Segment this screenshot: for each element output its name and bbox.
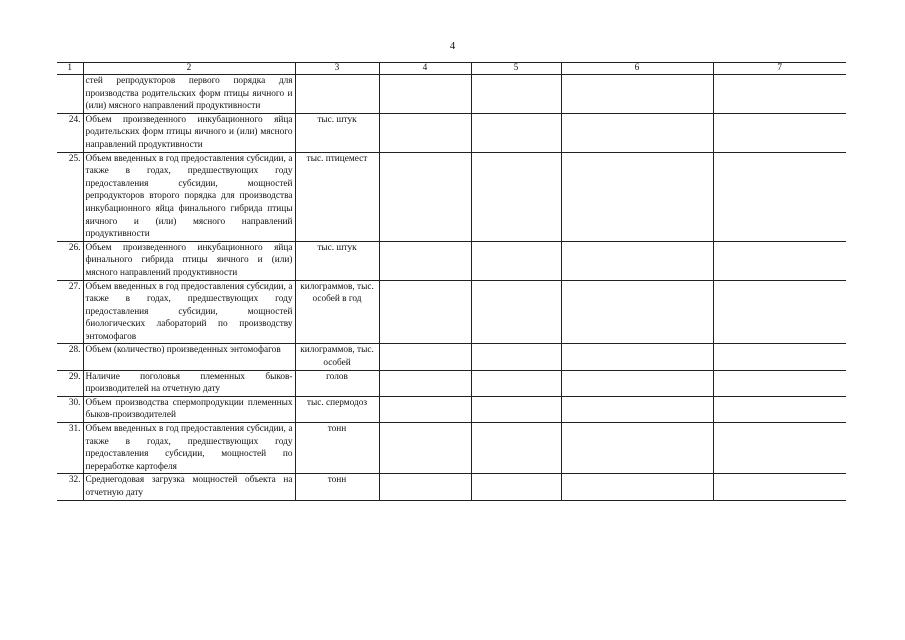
value-cell bbox=[379, 396, 471, 422]
value-cell bbox=[713, 241, 846, 280]
row-unit: тыс. штук bbox=[295, 113, 379, 152]
value-cell bbox=[471, 113, 561, 152]
column-number: 1 bbox=[57, 63, 83, 75]
value-cell bbox=[379, 280, 471, 344]
row-unit: тыс. птицемест bbox=[295, 152, 379, 241]
table-row bbox=[57, 75, 846, 114]
value-cell bbox=[713, 280, 846, 344]
row-description: Объем произведенного инкубационного яйца финального гибрида птицы яичного и (или) мясного направлений продуктивности bbox=[83, 241, 295, 280]
table-row bbox=[57, 280, 846, 344]
column-number: 4 bbox=[379, 63, 471, 75]
value-cell bbox=[561, 423, 713, 474]
value-cell bbox=[561, 280, 713, 344]
row-number: 27. bbox=[57, 280, 83, 344]
value-cell bbox=[471, 152, 561, 241]
value-cell bbox=[713, 396, 846, 422]
row-unit: голов bbox=[295, 370, 379, 396]
row-number: 28. bbox=[57, 344, 83, 370]
row-description: Наличие поголовья племенных быков-производителей на отчетную дату bbox=[83, 370, 295, 396]
row-number: 29. bbox=[57, 370, 83, 396]
value-cell bbox=[561, 241, 713, 280]
table-row bbox=[57, 396, 846, 422]
row-unit bbox=[295, 75, 379, 114]
value-cell bbox=[713, 370, 846, 396]
column-number: 6 bbox=[561, 63, 713, 75]
row-description: Объем введенных в год предоставления субсидии, а также в годах, предшествующих году предоставления субсидии, мощностей биологических лабораторий по производству энтомофагов bbox=[83, 280, 295, 344]
value-cell bbox=[379, 370, 471, 396]
value-cell bbox=[713, 423, 846, 474]
column-number: 5 bbox=[471, 63, 561, 75]
value-cell bbox=[379, 152, 471, 241]
row-description: Объем (количество) произведенных энтомофагов bbox=[83, 344, 295, 370]
value-cell bbox=[471, 370, 561, 396]
row-number: 31. bbox=[57, 423, 83, 474]
table-row bbox=[57, 370, 846, 396]
value-cell bbox=[713, 474, 846, 500]
table-row bbox=[57, 152, 846, 241]
value-cell bbox=[561, 75, 713, 114]
value-cell bbox=[561, 152, 713, 241]
row-description: стей репродукторов первого порядка для производства родительских форм птицы яичного и (или) мясного направлений продуктивности bbox=[83, 75, 295, 114]
row-unit: килограммов, тыс. особей bbox=[295, 344, 379, 370]
row-unit: килограммов, тыс. особей в год bbox=[295, 280, 379, 344]
row-number: 32. bbox=[57, 474, 83, 500]
table-row bbox=[57, 241, 846, 280]
row-unit: тонн bbox=[295, 474, 379, 500]
value-cell bbox=[471, 396, 561, 422]
row-number: 30. bbox=[57, 396, 83, 422]
report-table bbox=[57, 62, 846, 501]
value-cell bbox=[561, 396, 713, 422]
value-cell bbox=[713, 75, 846, 114]
row-number: 26. bbox=[57, 241, 83, 280]
table-row bbox=[57, 344, 846, 370]
value-cell bbox=[561, 344, 713, 370]
column-number-row bbox=[57, 63, 846, 75]
value-cell bbox=[471, 280, 561, 344]
value-cell bbox=[379, 344, 471, 370]
row-number: 25. bbox=[57, 152, 83, 241]
row-description: Объем введенных в год предоставления субсидии, а также в годах, предшествующих году предоставления субсидии, мощностей по переработке картофеля bbox=[83, 423, 295, 474]
row-description: Объем производства спермопродукции племенных быков-производителей bbox=[83, 396, 295, 422]
row-number bbox=[57, 75, 83, 114]
table-row bbox=[57, 423, 846, 474]
value-cell bbox=[471, 344, 561, 370]
table-row bbox=[57, 474, 846, 500]
row-unit: тыс. спермодоз bbox=[295, 396, 379, 422]
page-number: 4 bbox=[449, 40, 456, 52]
value-cell bbox=[379, 474, 471, 500]
column-number: 2 bbox=[83, 63, 295, 75]
value-cell bbox=[379, 75, 471, 114]
row-description: Объем произведенного инкубационного яйца родительских форм птицы яичного и (или) мясного направлений продуктивности bbox=[83, 113, 295, 152]
value-cell bbox=[713, 344, 846, 370]
row-unit: тонн bbox=[295, 423, 379, 474]
value-cell bbox=[713, 152, 846, 241]
value-cell bbox=[561, 474, 713, 500]
row-unit: тыс. штук bbox=[295, 241, 379, 280]
value-cell bbox=[471, 241, 561, 280]
value-cell bbox=[471, 75, 561, 114]
value-cell bbox=[561, 113, 713, 152]
row-number: 24. bbox=[57, 113, 83, 152]
row-description: Среднегодовая загрузка мощностей объекта на отчетную дату bbox=[83, 474, 295, 500]
column-number: 7 bbox=[713, 63, 846, 75]
value-cell bbox=[561, 370, 713, 396]
value-cell bbox=[379, 241, 471, 280]
value-cell bbox=[713, 113, 846, 152]
row-description: Объем введенных в год предоставления субсидии, а также в годах, предшествующих году предоставления субсидии, мощностей репродукторов второго порядка для производства инкубационного яйца финального гибрида птицы яичного и (или) мясного направлений продуктивности bbox=[83, 152, 295, 241]
value-cell bbox=[471, 423, 561, 474]
table-row bbox=[57, 113, 846, 152]
value-cell bbox=[379, 113, 471, 152]
value-cell bbox=[379, 423, 471, 474]
column-number: 3 bbox=[295, 63, 379, 75]
value-cell bbox=[471, 474, 561, 500]
